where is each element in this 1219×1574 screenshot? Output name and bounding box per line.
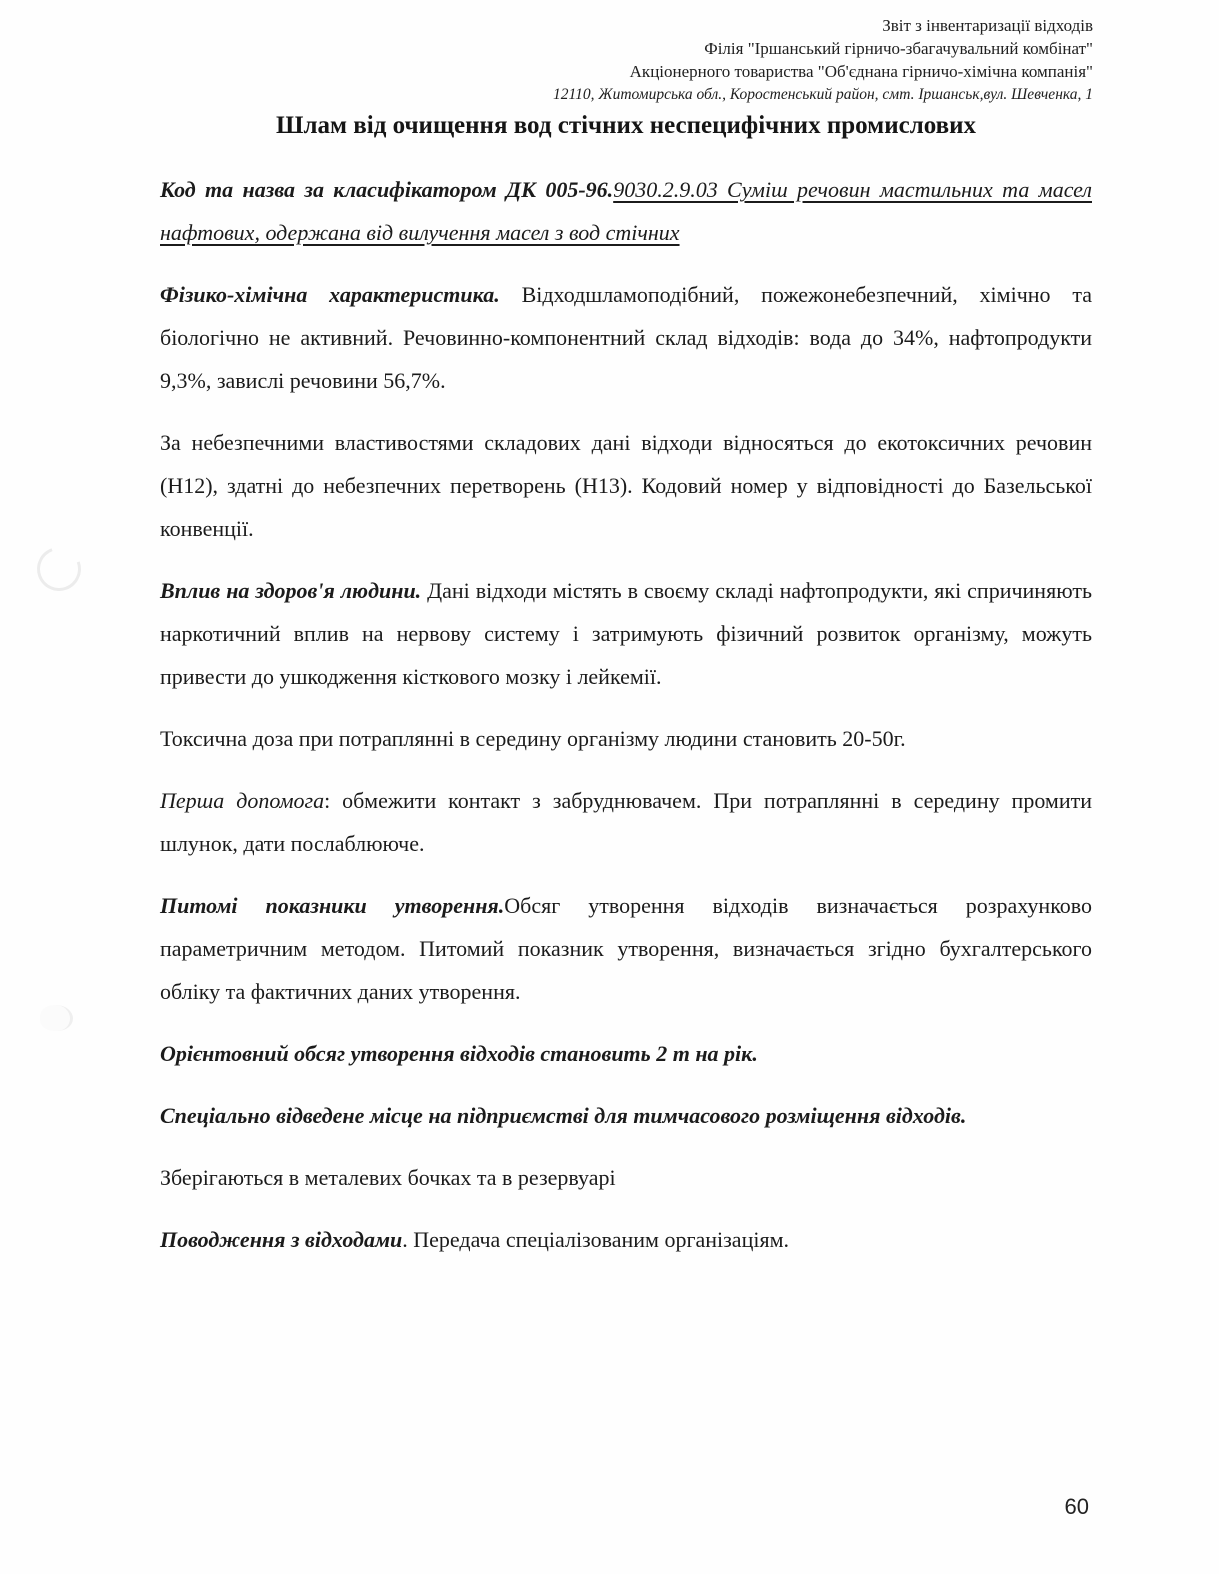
volume-text: Орієнтовний обсяг утворення відходів становить 2 т на рік.	[160, 1041, 758, 1066]
paragraph-physchem	[160, 273, 1092, 402]
handling-text: . Передача спеціалізованим організаціям.	[402, 1227, 789, 1252]
scan-artifact-ring	[30, 540, 88, 598]
specific-indicators-text: Обсяг утворення відходів визначається розрахунково параметричним методом. Питомий показник утворення, визначається згідно бухгалтерського обліку та фактичних даних утворення.	[160, 893, 1092, 1004]
header-company-name: Акціонерного товариства "Об'єднана гірничо-хімічна компанія"	[629, 62, 1093, 81]
physchem-text: Відходшламоподібний, пожежонебезпечний, хімічно та біологічно не активний. Речовинно-компонентний склад відходів: вода до 34%, нафтопродукти 9,3%, завислі речовини 56,7%.	[160, 282, 1092, 393]
scan-artifact-blob	[40, 1005, 73, 1031]
classifier-code-value: 9030.2.9.03 Суміш речовин мастильних та масел нафтових, одержана від вилучення масел з вод стічних	[160, 177, 1092, 245]
paragraph-handling	[160, 1218, 1092, 1261]
page-number: 60	[1064, 1494, 1089, 1519]
paragraph-hazard	[160, 421, 1092, 550]
paragraph-storage-place	[160, 1094, 1092, 1137]
handling-label: Поводження з відходами	[160, 1227, 403, 1252]
paragraph-toxic-dose	[160, 717, 1092, 760]
toxic-dose-text: Токсична доза при потраплянні в середину організму людини становить 20-50г.	[160, 726, 906, 751]
document-header	[553, 14, 1093, 106]
storage-text: Зберігаються в металевих бочках та в резервуарі	[160, 1165, 616, 1190]
paragraph-storage	[160, 1156, 1092, 1199]
paragraph-specific-indicators	[160, 884, 1092, 1013]
paragraph-health-impact	[160, 569, 1092, 698]
storage-place-text: Спеціально відведене місце на підприємстві для тимчасового розміщення відходів.	[160, 1103, 967, 1128]
header-report-title: Звіт з інвентаризації відходів	[882, 16, 1093, 35]
health-impact-label: Вплив на здоров'я людини.	[160, 578, 422, 603]
health-impact-text: Дані відходи містять в своєму складі нафтопродукти, які спричиняють наркотичний вплив на нервову систему і затримують фізичний розвиток організму, можуть привести до ушкодження кісткового мозку і лейкемії.	[160, 578, 1092, 689]
first-aid-label: Перша допомога	[160, 788, 325, 813]
physchem-label: Фізико-хімічна характеристика.	[160, 282, 500, 307]
page-title: Шлам від очищення вод стічних неспецифічних промислових	[275, 112, 976, 139]
document-body	[160, 168, 1092, 1280]
header-address: 12110, Житомирська обл., Коростенський район, смт. Іршанськ,вул. Шевченка, 1	[553, 86, 1093, 103]
first-aid-text: : обмежити контакт з забруднювачем. При потраплянні в середину промити шлунок, дати послаблююче.	[160, 788, 1092, 856]
paragraph-first-aid	[160, 779, 1092, 865]
paragraph-classifier-code	[160, 168, 1092, 254]
paragraph-volume	[160, 1032, 1092, 1075]
classifier-code-label: Код та назва за класифікатором ДК 005-96.	[160, 177, 614, 202]
specific-indicators-label: Питомі показники утворення.	[160, 893, 505, 918]
header-branch-name: Філія "Іршанський гірничо-збагачувальний комбінат"	[704, 39, 1093, 58]
hazard-text: За небезпечними властивостями складових дані відходи відносяться до екотоксичних речовин (Н12), здатні до небезпечних перетворень (Н13). Кодовий номер у відповідності до Базельської конвенції.	[160, 430, 1092, 541]
